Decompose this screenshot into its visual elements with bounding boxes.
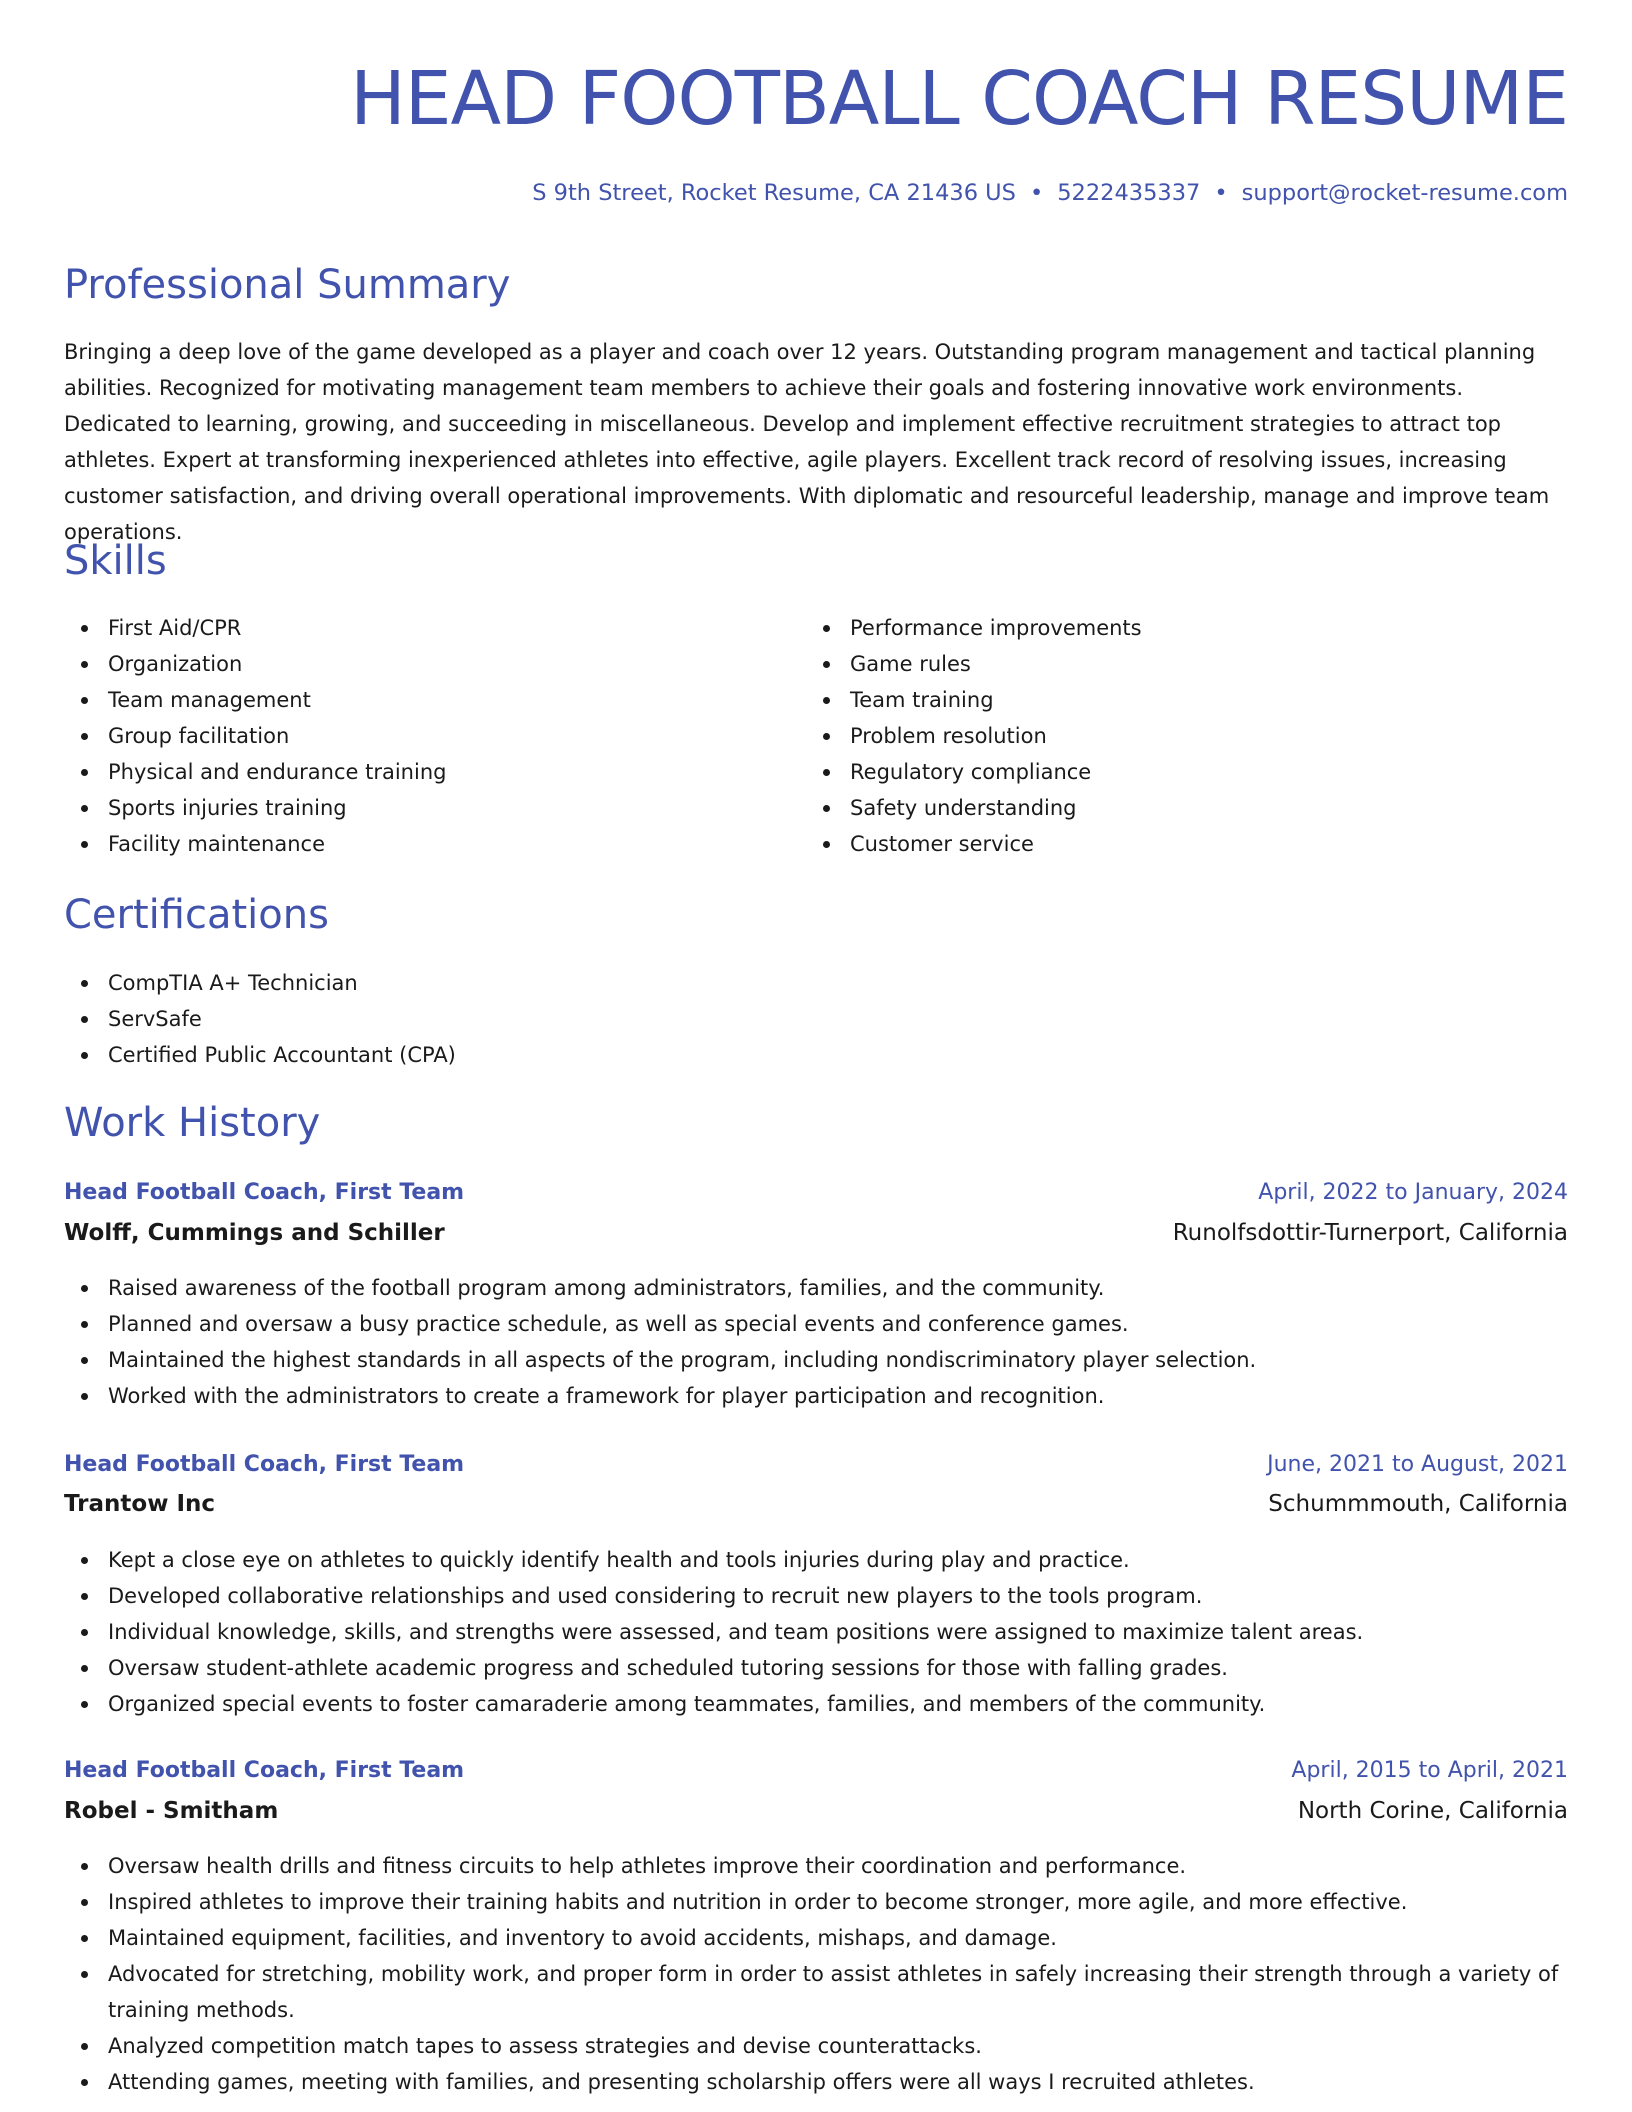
separator-dot: • [1029, 180, 1044, 206]
job-title: Head Football Coach, First Team [64, 1452, 465, 1477]
list-item: Worked with the administrators to create a framework for player participation and recognition. [64, 1378, 1568, 1414]
job-bullets [64, 1848, 1568, 2100]
job-location: North Corine, California [1297, 1798, 1568, 1824]
list-item: Inspired athletes to improve their training habits and nutrition in order to become stronger, more agile, and more effective. [64, 1884, 1568, 1920]
contact-email: support@rocket-resume.com [1241, 180, 1568, 206]
list-item: Oversaw student-athlete academic progress and scheduled tutoring sessions for those with falling grades. [64, 1650, 1568, 1686]
list-item: First Aid/CPR [64, 610, 764, 646]
list-item: Individual knowledge, skills, and strengths were assessed, and team positions were assigned to maximize talent areas. [64, 1614, 1568, 1650]
job-location: Schummmouth, California [1268, 1491, 1568, 1517]
section-heading-work-history: Work History [64, 1100, 321, 1146]
contact-address: S 9th Street, Rocket Resume, CA 21436 US [532, 180, 1016, 206]
job-title: Head Football Coach, First Team [64, 1758, 465, 1783]
job-bullets [64, 1270, 1568, 1414]
list-item: Facility maintenance [64, 826, 764, 862]
list-item: Organization [64, 646, 764, 682]
list-item: Safety understanding [806, 790, 1506, 826]
job-bullets [64, 1542, 1568, 1722]
resume-title: HEAD FOOTBALL COACH RESUME [350, 56, 1568, 142]
list-item: Analyzed competition match tapes to assess strategies and devise counterattacks. [64, 2028, 1568, 2064]
separator-dot: • [1214, 180, 1228, 206]
job-dates: April, 2022 to January, 2024 [1258, 1180, 1568, 1205]
skills-list-right [806, 610, 1506, 862]
section-heading-skills: Skills [64, 538, 167, 584]
list-item: Team management [64, 682, 764, 718]
job-company: Wolff, Cummings and Schiller [64, 1220, 445, 1246]
list-item: Maintained equipment, facilities, and inventory to avoid accidents, mishaps, and damage. [64, 1920, 1568, 1956]
job-company: Trantow Inc [64, 1491, 216, 1517]
contact-phone: 5222435337 [1057, 180, 1201, 206]
certifications-list [64, 965, 1568, 1073]
list-item: ServSafe [64, 1001, 1568, 1037]
list-item: Team training [806, 682, 1506, 718]
job-location: Runolfsdottir-Turnerport, California [1172, 1220, 1568, 1246]
list-item: Certified Public Accountant (CPA) [64, 1037, 1568, 1073]
list-item: Problem resolution [806, 718, 1506, 754]
list-item: Attending games, meeting with families, and presenting scholarship offers were all ways I recruited athletes. [64, 2064, 1568, 2100]
contact-line [532, 180, 1568, 206]
job-company: Robel - Smitham [64, 1798, 279, 1824]
list-item: Organized special events to foster camaraderie among teammates, families, and members of the community. [64, 1686, 1568, 1722]
list-item: Performance improvements [806, 610, 1506, 646]
list-item: Advocated for stretching, mobility work, and proper form in order to assist athletes in safely increasing their strength through a variety of training methods. [64, 1956, 1568, 2028]
list-item: Game rules [806, 646, 1506, 682]
list-item: Maintained the highest standards in all aspects of the program, including nondiscriminatory player selection. [64, 1342, 1568, 1378]
list-item: CompTIA A+ Technician [64, 965, 1568, 1001]
job-dates: June, 2021 to August, 2021 [1267, 1452, 1568, 1477]
section-heading-certifications: Certifications [64, 892, 329, 938]
list-item: Regulatory compliance [806, 754, 1506, 790]
list-item: Group facilitation [64, 718, 764, 754]
list-item: Sports injuries training [64, 790, 764, 826]
section-heading-summary: Professional Summary [64, 262, 511, 308]
job-title: Head Football Coach, First Team [64, 1180, 465, 1205]
list-item: Customer service [806, 826, 1506, 862]
job-dates: April, 2015 to April, 2021 [1291, 1758, 1568, 1783]
list-item: Developed collaborative relationships and used considering to recruit new players to the tools program. [64, 1578, 1568, 1614]
skills-list-left [64, 610, 764, 862]
summary-text: Bringing a deep love of the game developed as a player and coach over 12 years. Outstanding program management and tactical planning abilities. Recognized for motivating management team members to achieve their goals and fostering innovative work environments. Dedicated to learning, growing, and succeeding in miscellaneous. Develop and implement effective recruitment strategies to attract top athletes. Expert at transforming inexperienced athletes into effective, agile players. Excellent track record of resolving issues, increasing customer satisfaction, and driving overall operational improvements. With diplomatic and resourceful leadership, manage and improve team operations. [64, 340, 1550, 544]
list-item: Kept a close eye on athletes to quickly identify health and tools injuries during play and practice. [64, 1542, 1568, 1578]
list-item: Planned and oversaw a busy practice schedule, as well as special events and conference games. [64, 1306, 1568, 1342]
list-item: Physical and endurance training [64, 754, 764, 790]
list-item: Oversaw health drills and fitness circuits to help athletes improve their coordination and performance. [64, 1848, 1568, 1884]
list-item: Raised awareness of the football program among administrators, families, and the community. [64, 1270, 1568, 1306]
